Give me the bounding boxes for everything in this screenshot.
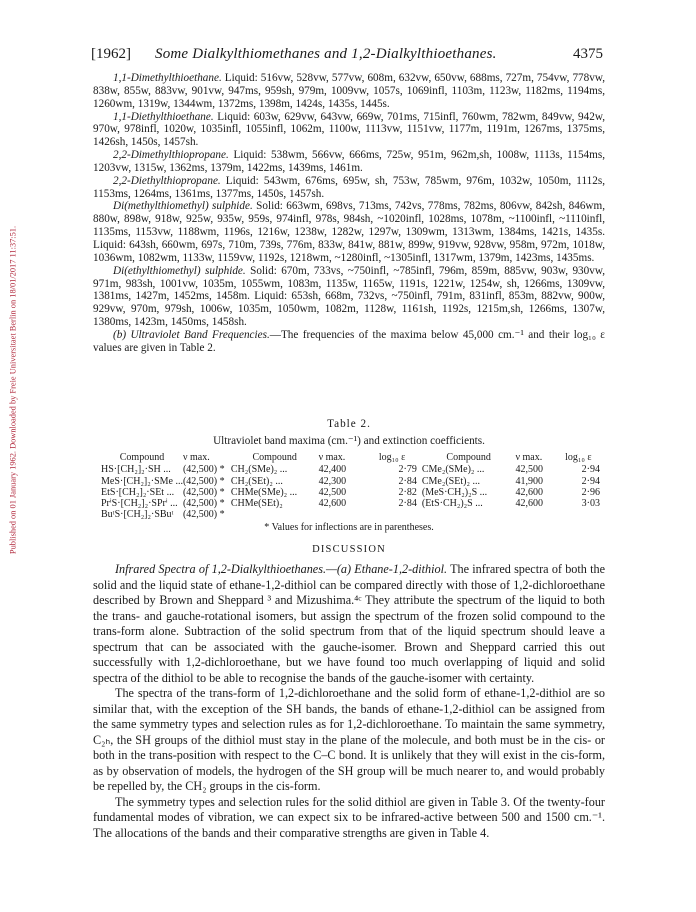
discussion-paragraph	[93, 562, 605, 686]
cell: CMe₂(SMe)₂ ...	[421, 464, 485, 476]
col-header: log₁₀ ε	[378, 452, 406, 463]
cell: CH₂(SMe)₂ ...	[230, 464, 288, 476]
cell: 2·82	[398, 486, 417, 498]
cell: CHMe(SMe)₂ ...	[230, 486, 298, 498]
col-header: ν max.	[318, 452, 346, 463]
col-header: log₁₀ ε	[565, 452, 592, 463]
cell: 42,400	[318, 464, 347, 476]
spectrum-entry	[93, 175, 605, 201]
spectrum-entry	[93, 111, 605, 150]
spectra-listing	[93, 72, 605, 355]
cell: 2·94	[581, 475, 600, 487]
cell: 41,900	[515, 475, 543, 487]
compound-name: 1,1-Dimethylthioethane.	[113, 72, 222, 84]
cell: BuᵗS·[CH₂]₂·SBuᵗ	[101, 509, 174, 521]
spectrum-values: Liquid: 538wm, 566vw, 666ms, 725w, 951m, 962m,sh, 1008w, 1113s, 1154ms, 1203vw, 1315w, 1362ms, 1379m, 1422ms, 1439ms, 1461m.	[93, 149, 605, 174]
cell: 3·03	[581, 498, 600, 510]
cell: 42,500	[318, 486, 347, 498]
col-header: Compound	[252, 452, 297, 463]
compound-name: 1,1-Diethylthioethane.	[113, 110, 214, 123]
page-header	[91, 46, 603, 66]
cell: (42,500) *	[182, 486, 225, 498]
table-footnote: * Values for inflections are in parentheses.	[264, 522, 434, 533]
cell: CH₂(SEt)₂ ...	[230, 475, 283, 487]
cell: (42,500) *	[182, 498, 225, 510]
compound-name: 2,2-Dimethylthiopropane.	[113, 149, 229, 162]
cell: (42,500) *	[182, 475, 225, 487]
cell: HS·[CH₂]₂·SH ...	[101, 464, 171, 476]
discussion-paragraph: The symmetry types and selection rules for the solid dithiol are given in Table 3. Of the twenty-four fundamental modes of vibration, we can expect six to be infrared-active between 500 and 1500 cm.⁻¹. The allocations of the bands and their comparative strengths are given in Table 4.	[93, 794, 605, 840]
cell: PrⁱS·[CH₂]₂·SPrⁱ ...	[101, 498, 178, 510]
spectrum-values: Solid: 663wm, 698vs, 713ms, 742vs, 778ms, 782ms, 806vw, 842sh, 846wm, 880w, 898w, 918w, 925w, 935w, 959s, 974infl, 978s, 984sh, ~1020infl, 1028ms, 1078m, ~1100infl, ~1110infl, 1135ms, 1153vw, 1188wm, 1196s, 1216w, 1238w, 1282w, 1297w, 1309wm, 1313wm, 1384ms, 1421s, 1435s. Liquid: 643sh, 660wm, 697s, 710m, 739s, 776m, 833w, 841w, 881w, 899w, 919vw, 928vw, 958m, 972m, 1018w, 1036wm, 1082wm, 1133w, 1159vw, 1192s, 1218wm, ~1280infl, ~1305infl, 1317wm, 1379m, 1423ms, 1435ms.	[93, 200, 605, 264]
table-caption: Ultraviolet band maxima (cm.⁻¹) and extinction coefficients.	[213, 435, 485, 447]
running-title: Some Dialkylthiomethanes and 1,2-Dialkylthioethanes.	[155, 46, 497, 62]
cell: 42,500	[515, 464, 543, 476]
uv-table	[101, 452, 605, 521]
cell: 2·79	[398, 464, 417, 476]
discussion-body	[93, 562, 605, 841]
table-header-row	[101, 452, 605, 464]
table-row	[101, 498, 605, 509]
table-row	[101, 487, 605, 498]
download-note: Published on 01 January 1962. Downloaded by Freie Universitaet Berlin on 18/01/2017 11:37:51.	[8, 225, 18, 555]
cell: CHMe(SEt)₂	[230, 498, 283, 510]
section-subtitle: (b) Ultraviolet Band Frequencies.	[113, 328, 270, 341]
spectrum-values: Liquid: 516vw, 528vw, 577vw, 608m, 632vw, 650vw, 688ms, 727m, 754vw, 778vw, 838w, 855w, 883vw, 901vw, 947ms, 959sh, 979m, 1009vw, 1057s, 1069infl, 1103m, 1123w, 1182ms, 1194ms, 1260wm, 1319w, 1344wm, 1372ms, 1398m, 1424s, 1435s, 1445s.	[93, 72, 605, 110]
col-header: Compound	[446, 452, 491, 463]
cell: (42,500) *	[182, 464, 225, 476]
col-header: ν max.	[515, 452, 543, 463]
discussion-paragraph: The spectra of the trans-form of 1,2-dichloroethane and the solid form of ethane-1,2-dithiol are so similar that, with the exception of the SH bands, the bands of ethane-1,2-dithiol can be assigned from the same symmetry types and selection rules as for 1,2-dichloroethane. To maintain the same symmetry, C₂ₕ, the SH groups of the dithiol must stay in the plane of the molecule, and both must be in the cis- or both in the trans-position with respect to the C–C bond. It is unlikely that they will exist in the cis-form, as by observation of models, the hydrogen of the SH group will be much nearer to, and would probably be repelled by, the CH₂ groups in the cis-form.	[93, 686, 605, 793]
cell: (MeS·CH₂)₂S ...	[421, 486, 488, 498]
table-row	[101, 464, 605, 475]
cell: 2·84	[398, 475, 417, 487]
header-year: [1962]	[91, 46, 131, 62]
paragraph-text: The infrared spectra of both the solid and the liquid state of ethane-1,2-dithiol can be compared directly with those of 1,2-dichloroethane described by Brown and Sheppard ³ and Mizushima.⁴ᶜ They attribute the spectrum of the liquid to both the trans- and gauche-rotational isomers, but assign the spectrum of the frozen solid compound to the trans-form alone. Subtraction of the solid spectrum from that of the liquid spectrum should leave a spectrum that can be associated with the gauche-isomer. Brown and Sheppard carried this out successfully with 1,2-dichloroethane, but we have found too much overlapping of liquid and solid spectra of the dithiol to be able to recognise the bands of the gauche-isomer with certainty.	[93, 562, 606, 685]
cell: 42,600	[515, 498, 543, 510]
spectrum-entry	[93, 200, 605, 264]
compound-name: Di(ethylthiomethyl) sulphide.	[113, 264, 246, 277]
uv-intro	[93, 329, 605, 355]
cell: 42,600	[318, 498, 347, 510]
section-heading: DISCUSSION	[312, 544, 386, 555]
table-label: Table 2.	[327, 418, 371, 430]
table-row	[101, 509, 605, 520]
cell: EtS·[CH₂]₂·SEt ...	[101, 486, 175, 498]
cell: 2·96	[581, 486, 600, 498]
table-row	[101, 476, 605, 487]
compound-name: 2,2-Diethylthiopropane.	[113, 174, 221, 187]
spectrum-values: Liquid: 543wm, 676ms, 695w, sh, 753w, 785wm, 976m, 1032w, 1050m, 1112s, 1153ms, 1264ms, 1361ms, 1377ms, 1450s, 1457sh.	[93, 174, 605, 200]
cell: MeS·[CH₂]₂·SMe ...	[101, 475, 183, 487]
spectrum-values: Solid: 670m, 733vs, ~750infl, ~785infl, 796m, 859m, 885vw, 903w, 930vw, 971m, 983sh, 1001vw, 1035m, 1055wm, 1083m, 1135w, 1165w, 1191s, 1221w, 1254w, sh, 1266ms, 1309vw, 1381ms, 1427m, 1452ms, 1458m. Liquid: 653sh, 668m, 732vs, ~750infl, 791m, 831infl, 853m, 882vw, 900w, 929vw, 970m, 979sh, 1006w, 1035m, 1050wm, 1082m, 1128w, 1161sh, 1192s, 1215m,sh, 1266ms, 1307w, 1380ms, 1423m, 1450ms, 1458sh.	[93, 264, 605, 329]
subsection-title: Infrared Spectra of 1,2-Dialkylthioethanes.	[115, 562, 326, 576]
col-header: ν max.	[182, 452, 210, 463]
page-number: 4375	[573, 46, 603, 62]
compound-name: Di(methylthiomethyl) sulphide.	[113, 200, 253, 213]
cell: CMe₂(SEt)₂ ...	[421, 475, 480, 487]
cell: 42,600	[515, 486, 543, 498]
spectrum-entry	[93, 72, 605, 111]
uv-intro-text: —The frequencies of the maxima below 45,000 cm.⁻¹ and their log₁₀ ε values are given in Table 2.	[93, 328, 605, 354]
spectrum-entry	[93, 265, 605, 329]
subsection-subtitle: —(a) Ethane-1,2-dithiol.	[326, 562, 448, 576]
cell: (42,500) *	[182, 509, 225, 521]
spectrum-values: Liquid: 603w, 629vw, 643vw, 669w, 701ms, 715infl, 760wm, 782wm, 849vw, 942w, 970w, 978infl, 1020w, 1035infl, 1055infl, 1062m, 1100w, 1113vw, 1151vw, 1177m, 1191m, 1267ms, 1375ms, 1426sh, 1450s, 1457sh.	[93, 110, 605, 149]
cell: 2·94	[581, 464, 600, 476]
spectrum-entry	[93, 149, 605, 175]
cell: (EtS·CH₂)₂S ...	[421, 498, 483, 510]
cell: 2·84	[398, 498, 417, 510]
download-watermark	[5, 130, 21, 650]
col-header: Compound	[119, 452, 165, 463]
cell: 42,300	[318, 475, 347, 487]
